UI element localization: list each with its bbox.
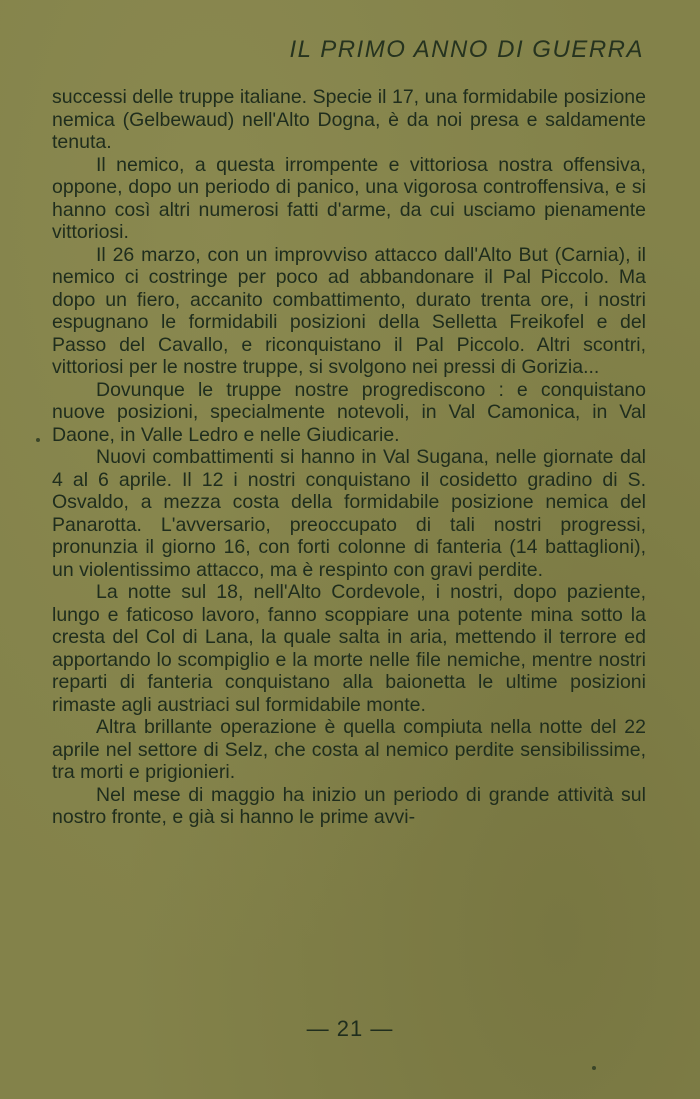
paragraph-2: Il nemico, a questa irrompente e vittoriosa nostra offensiva, oppone, dopo un periodo di panico, una vigorosa controffensiva, e si hanno così altri numerosi fatti d'arme, da cui usciamo pienamente vittoriosi.	[52, 153, 646, 243]
paragraph-6: La notte sul 18, nell'Alto Cordevole, i nostri, dopo paziente, lungo e faticoso lavoro, fanno scoppiare una potente mina sotto la cresta del Col di Lana, la quale salta in aria, mettendo il terrore ed apportando lo scompiglio e la morte nelle file nemiche, mentre nostri reparti di fanteria conquistano alla baionetta le ultime posizioni rimaste agli austriaci sul formidabile monte.	[52, 581, 646, 716]
ink-speck	[592, 1066, 596, 1070]
paragraph-3: Il 26 marzo, con un improvviso attacco dall'Alto But (Carnia), il nemico ci costringe per poco ad abbandonare il Pal Piccolo. Ma dopo un fiero, accanito combattimento, durato trenta ore, i nostri espugnano le formidabili posizioni della Selletta Freikofel e del Passo del Cavallo, e riconquistano il Pal Piccolo. Altri scontri, vittoriosi per le nostre truppe, si svolgono nei pressi di Gorizia...	[52, 243, 646, 378]
running-head: IL PRIMO ANNO DI GUERRA	[289, 36, 644, 63]
page-number: — 21 —	[306, 1016, 394, 1041]
paragraph-5: Nuovi combattimenti si hanno in Val Sugana, nelle giornate dal 4 al 6 aprile. Il 12 i nostri conquistano il cosidetto gradino di S. Osvaldo, a mezza costa della formidabile posizione nemica del Panarotta. L'avversario, preoccupato di tali nostri progressi, pronunzia il giorno 16, con forti colonne di fanteria (14 battaglioni), un violentissimo attacco, ma è respinto con gravi perdite.	[52, 446, 646, 581]
ink-speck	[36, 438, 40, 442]
paragraph-4: Dovunque le truppe nostre progrediscono : e conquistano nuove posizioni, specialmente notevoli, in Val Camonica, in Val Daone, in Valle Ledro e nelle Giudicarie.	[52, 378, 646, 446]
paragraph-1: successi delle truppe italiane. Specie il 17, una formidabile posizione nemica (Gelbewaud) nell'Alto Dogna, è da noi presa e saldamente tenuta.	[52, 86, 646, 153]
body-text	[52, 86, 646, 829]
paragraph-7: Altra brillante operazione è quella compiuta nella notte del 22 aprile nel settore di Selz, che costa al nemico perdite sensibilissime, tra morti e prigionieri.	[52, 716, 646, 783]
paragraph-8: Nel mese di maggio ha inizio un periodo di grande attività sul nostro fronte, e già si hanno le prime avvi-	[52, 783, 646, 828]
